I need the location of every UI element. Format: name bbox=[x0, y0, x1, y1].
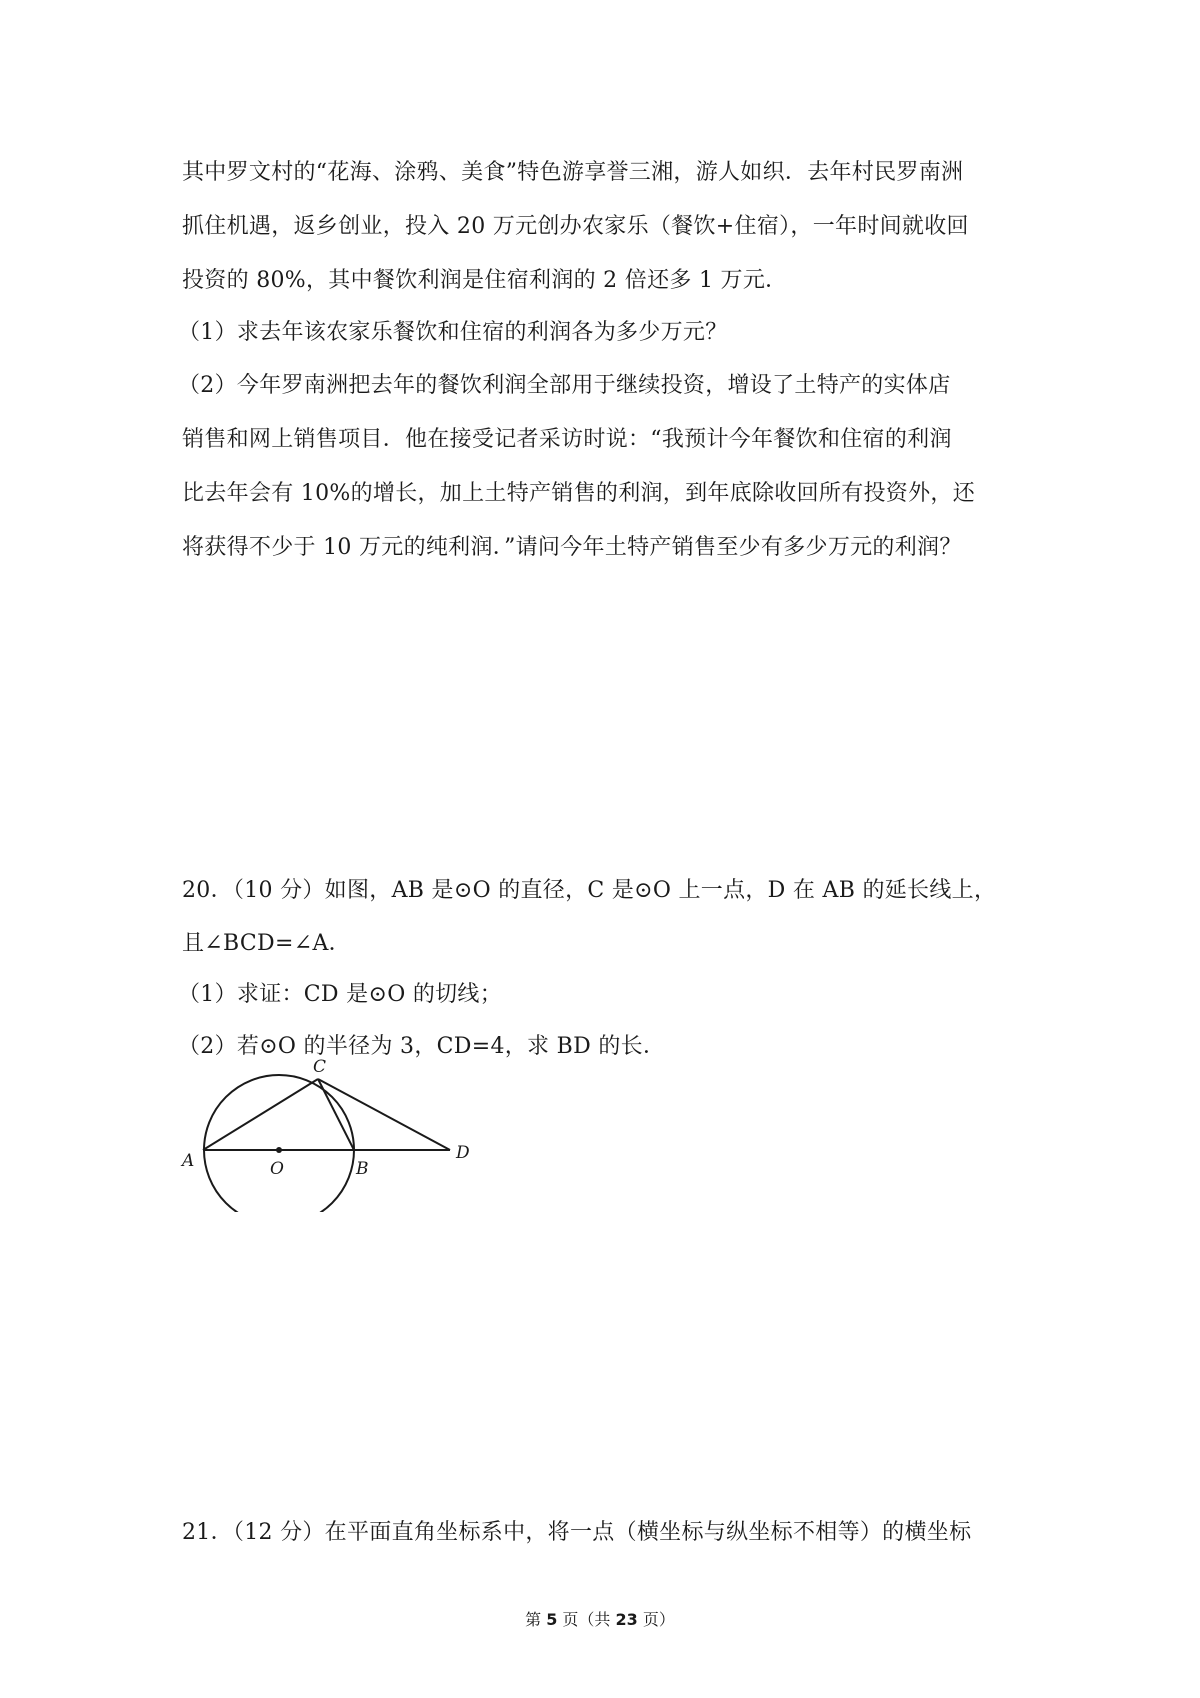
problem-19-line-2: 抓住机遇，返乡创业，投入 20 万元创办农家乐（餐饮+住宿），一年时间就收回 bbox=[182, 214, 969, 239]
center-point bbox=[276, 1147, 282, 1153]
tangent-cd bbox=[318, 1079, 450, 1150]
problem-21-line-1: 21．（12 分）在平面直角坐标系中，将一点（横坐标与纵坐标不相等）的横坐标 bbox=[182, 1520, 972, 1545]
circle-o bbox=[204, 1075, 354, 1212]
problem-19-question-2-line-4: 将获得不少于 10 万元的纯利润．”请问今年土特产销售至少有多少万元的利润？ bbox=[182, 535, 962, 560]
footer-prefix: 第 bbox=[525, 1610, 542, 1629]
label-a: A bbox=[182, 1151, 195, 1171]
label-c: C bbox=[313, 1057, 327, 1077]
chord-ac bbox=[203, 1079, 318, 1150]
problem-19-question-1: （1）求去年该农家乐餐饮和住宿的利润各为多少万元？ bbox=[178, 320, 728, 345]
problem-19-question-2-line-1: （2）今年罗南洲把去年的餐饮利润全部用于继续投资，增设了土特产的实体店 bbox=[178, 373, 951, 398]
problem-20-question-2: （2）若⊙O 的半径为 3，CD=4，求 BD 的长． bbox=[178, 1034, 666, 1059]
footer-total-pages: 23 bbox=[615, 1610, 638, 1629]
problem-19-question-2-line-2: 销售和网上销售项目．他在接受记者采访时说：“我预计今年餐饮和住宿的利润 bbox=[182, 427, 952, 452]
footer-page-number: 5 bbox=[546, 1610, 558, 1629]
problem-19-line-3: 投资的 80%，其中餐饮利润是住宿利润的 2 倍还多 1 万元． bbox=[182, 268, 788, 293]
label-o: O bbox=[270, 1159, 284, 1179]
footer-middle: 页（共 bbox=[562, 1610, 611, 1629]
problem-20-line-2: 且∠BCD=∠A． bbox=[182, 931, 351, 956]
page-footer bbox=[0, 1610, 1200, 1630]
problem-19-line-1: 其中罗文村的“花海、涂鸦、美食”特色游享誉三湘，游人如织．去年村民罗南洲 bbox=[182, 160, 964, 185]
problem-20-line-1: 20．（10 分）如图，AB 是⊙O 的直径，C 是⊙O 上一点，D 在 AB 的延长线上， bbox=[182, 878, 997, 903]
circle-tangent-figure bbox=[176, 1050, 476, 1212]
label-b: B bbox=[356, 1159, 369, 1179]
label-d: D bbox=[456, 1143, 470, 1163]
footer-suffix: 页） bbox=[642, 1610, 675, 1629]
problem-20-question-1: （1）求证：CD 是⊙O 的切线； bbox=[178, 982, 503, 1007]
problem-19-question-2-line-3: 比去年会有 10%的增长，加上土特产销售的利润，到年底除收回所有投资外，还 bbox=[182, 481, 975, 506]
